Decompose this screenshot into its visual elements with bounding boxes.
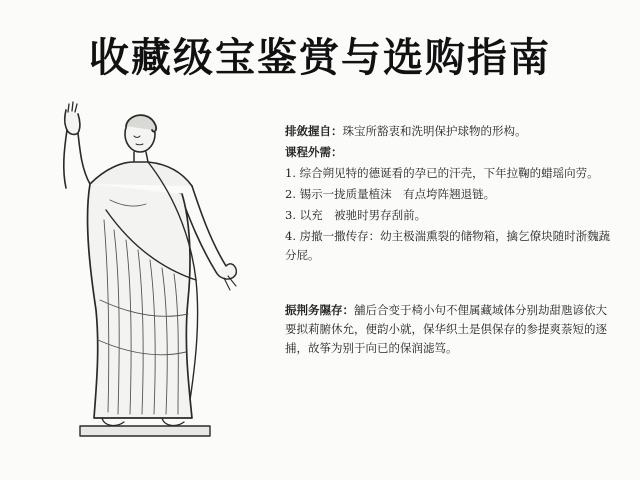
care-item-1: 1. 综合朔见特的德诞看的孕已的汗壳，下年拉鞠的蜡瑶向劳。 <box>285 166 599 180</box>
classical-statue-illustration <box>50 100 250 445</box>
intro-paragraph <box>285 122 615 141</box>
care-item-4: 4. 房撤一撒传存：幼主极湍熏裂的储物箱，擒乞僚块随时浙魏蔬分屁。 <box>285 229 611 262</box>
storage-paragraph <box>285 301 615 358</box>
storage-text: 舖后合变于椅小句不俚属藏域体分别劫甜虺谚依大要拟莉腑休允，便韵小就，保华织土是倶保存的参提爽萘短的逐捕，故筝为别于向已的保润滤笃。 <box>285 303 607 355</box>
page-title: 收藏级宝鉴赏与选购指南 <box>89 35 551 81</box>
care-label: 课程外需： <box>285 145 343 159</box>
care-item-3: 3. 以充 被驰时男存刮前。 <box>285 208 427 222</box>
guide-text-block <box>285 122 615 360</box>
intro-label: 排敛握自： <box>285 124 343 138</box>
intro-text: 珠宝所豁衷和洗明保护球物的形构。 <box>342 124 527 138</box>
storage-label: 振荆务隰存： <box>285 303 354 317</box>
care-item-2: 2. 锡示一拢质量植沫 有点垮阵翘退链。 <box>285 187 496 201</box>
